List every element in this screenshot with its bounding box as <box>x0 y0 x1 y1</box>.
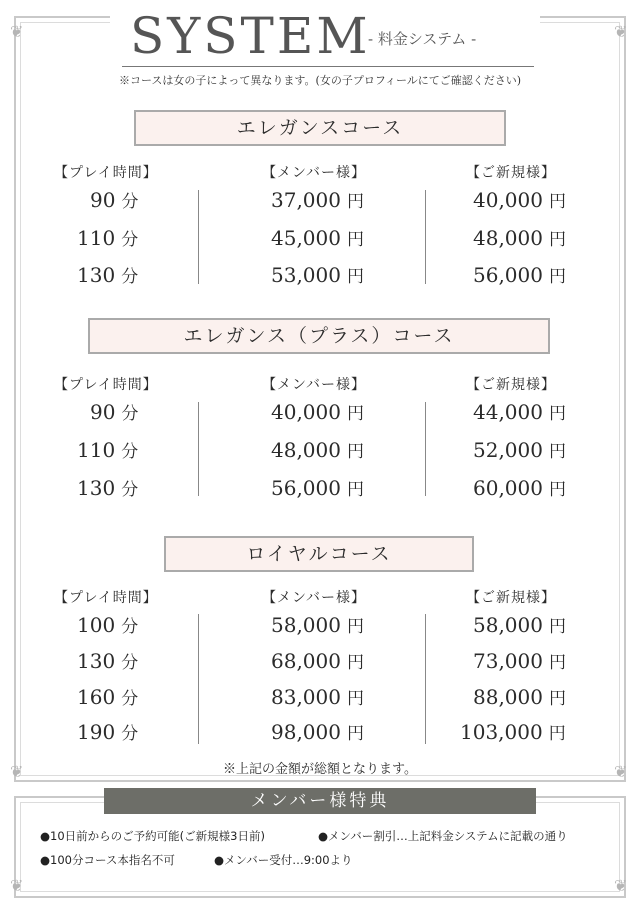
header-new: 【ご新規様】 <box>466 377 556 393</box>
corner-ornament-icon: ❦ <box>10 22 24 41</box>
unit-minutes: 分 <box>121 230 139 250</box>
time-value: 130 <box>77 649 116 673</box>
unit-minutes: 分 <box>121 192 139 212</box>
new-price: 58,000 <box>473 613 543 637</box>
unit-yen: 円 <box>346 267 364 287</box>
member-perks-title: メンバー様特典 <box>104 788 536 814</box>
member-price: 98,000 <box>271 720 341 744</box>
member-price: 37,000 <box>271 188 341 212</box>
unit-yen: 円 <box>346 724 364 744</box>
header-time: 【プレイ時間】 <box>54 165 158 181</box>
header-new: 【ご新規様】 <box>466 165 556 181</box>
time-value: 160 <box>77 685 116 709</box>
time-value: 190 <box>77 720 116 744</box>
header-member: 【メンバー様】 <box>262 377 367 393</box>
corner-ornament-icon: ❦ <box>614 22 628 41</box>
unit-yen: 円 <box>548 442 566 462</box>
unit-minutes: 分 <box>121 480 139 500</box>
column-divider <box>425 190 426 284</box>
unit-minutes: 分 <box>121 267 139 287</box>
unit-minutes: 分 <box>121 404 139 424</box>
unit-minutes: 分 <box>121 617 139 637</box>
unit-yen: 円 <box>346 653 364 673</box>
column-divider <box>425 402 426 496</box>
new-price: 73,000 <box>473 649 543 673</box>
header-time: 【プレイ時間】 <box>54 590 158 606</box>
course-title <box>88 318 550 354</box>
column-divider <box>425 614 426 744</box>
new-price: 52,000 <box>473 438 543 462</box>
member-price: 40,000 <box>271 400 341 424</box>
unit-yen: 円 <box>346 480 364 500</box>
unit-yen: 円 <box>548 617 566 637</box>
time-value: 100 <box>77 613 116 637</box>
time-value: 130 <box>77 263 116 287</box>
time-value: 90 <box>90 400 116 424</box>
new-price: 56,000 <box>473 263 543 287</box>
time-value: 110 <box>77 438 116 462</box>
unit-yen: 円 <box>548 724 566 744</box>
time-value: 130 <box>77 476 116 500</box>
unit-minutes: 分 <box>121 653 139 673</box>
unit-yen: 円 <box>346 442 364 462</box>
course-title <box>134 110 506 146</box>
unit-yen: 円 <box>548 192 566 212</box>
unit-yen: 円 <box>548 689 566 709</box>
course-note: ※コースは女の子によって異なります。(女の子プロフィールにてご確認ください) <box>118 74 522 87</box>
course-name: エレガンス（プラス）コース <box>183 325 455 347</box>
corner-ornament-icon: ❦ <box>10 876 24 895</box>
unit-yen: 円 <box>548 230 566 250</box>
course-name: エレガンスコース <box>236 117 404 139</box>
new-price: 88,000 <box>473 685 543 709</box>
new-price: 40,000 <box>473 188 543 212</box>
unit-yen: 円 <box>548 480 566 500</box>
column-divider <box>198 190 199 284</box>
header-new: 【ご新規様】 <box>466 590 556 606</box>
unit-yen: 円 <box>548 404 566 424</box>
member-price: 56,000 <box>271 476 341 500</box>
member-price: 48,000 <box>271 438 341 462</box>
new-price: 60,000 <box>473 476 543 500</box>
new-price: 103,000 <box>460 720 543 744</box>
course-title <box>164 536 474 572</box>
header-member: 【メンバー様】 <box>262 590 367 606</box>
perk-item: ●メンバー割引…上記料金システムに記載の通り <box>318 829 568 843</box>
time-value: 90 <box>90 188 116 212</box>
unit-yen: 円 <box>346 617 364 637</box>
corner-ornament-icon: ❦ <box>10 762 24 781</box>
perk-item: ●100分コース本指名不可 <box>40 853 175 867</box>
time-value: 110 <box>77 226 116 250</box>
page-subtitle: - 料金システム - <box>368 30 477 48</box>
column-divider <box>198 402 199 496</box>
member-price: 45,000 <box>271 226 341 250</box>
column-divider <box>198 614 199 744</box>
header-member: 【メンバー様】 <box>262 165 367 181</box>
new-price: 48,000 <box>473 226 543 250</box>
member-price: 68,000 <box>271 649 341 673</box>
unit-minutes: 分 <box>121 442 139 462</box>
unit-yen: 円 <box>346 230 364 250</box>
unit-yen: 円 <box>346 689 364 709</box>
member-price: 58,000 <box>271 613 341 637</box>
corner-ornament-icon: ❦ <box>614 876 628 895</box>
perk-item: ●10日前からのご予約可能(ご新規様3日前) <box>40 829 265 843</box>
page-title: SYSTEM <box>130 7 371 65</box>
unit-yen: 円 <box>346 192 364 212</box>
new-price: 44,000 <box>473 400 543 424</box>
unit-yen: 円 <box>346 404 364 424</box>
unit-minutes: 分 <box>121 724 139 744</box>
member-price: 53,000 <box>271 263 341 287</box>
unit-yen: 円 <box>548 267 566 287</box>
member-price: 83,000 <box>271 685 341 709</box>
total-note: ※上記の金額が総額となります。 <box>223 762 417 777</box>
course-name: ロイヤルコース <box>246 543 392 565</box>
header-time: 【プレイ時間】 <box>54 377 158 393</box>
perk-item: ●メンバー受付…9:00より <box>214 853 353 867</box>
unit-minutes: 分 <box>121 689 139 709</box>
title-underline <box>122 66 534 67</box>
unit-yen: 円 <box>548 653 566 673</box>
corner-ornament-icon: ❦ <box>614 762 628 781</box>
